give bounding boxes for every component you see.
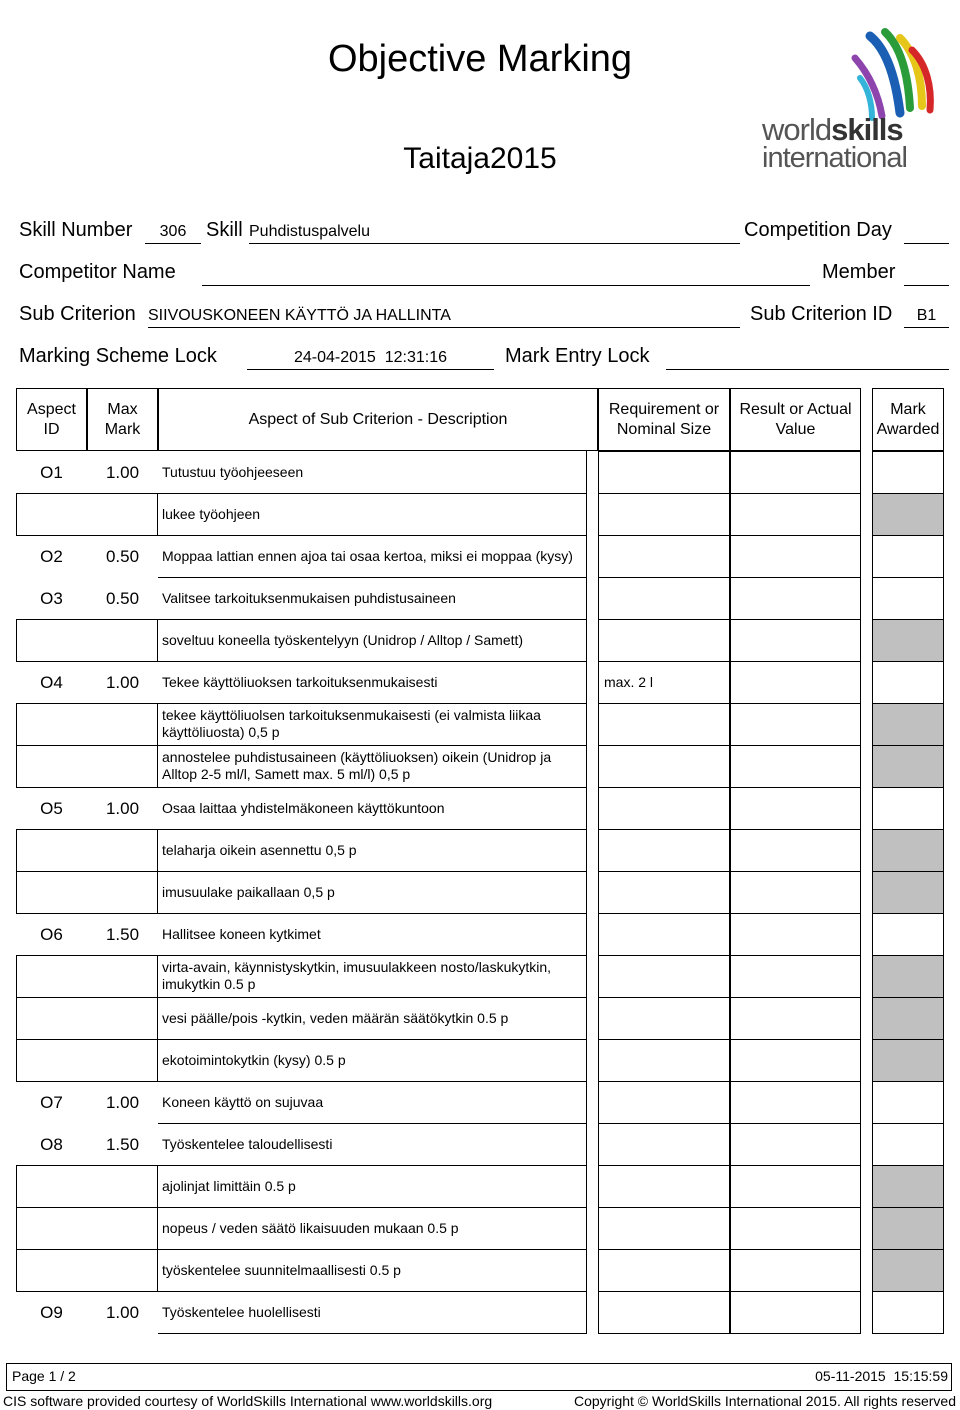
- mark-awarded-cell[interactable]: [872, 787, 944, 830]
- result-cell[interactable]: [730, 535, 861, 578]
- requirement-cell: [598, 1207, 730, 1250]
- description-cell: tekee käyttöliuolsen tarkoituksenmukaisesti (ei valmista liikaa käyttöliuosta) 0,5 p: [158, 703, 587, 746]
- requirement-cell: [598, 619, 730, 662]
- result-cell[interactable]: [730, 829, 861, 872]
- max-mark-cell: 0.50: [105, 546, 140, 566]
- result-cell[interactable]: [730, 661, 861, 704]
- sub-criterion-id-label: Sub Criterion ID: [750, 303, 893, 325]
- description-cell: Moppaa lattian ennen ajoa tai osaa kertoa, miksi ei moppaa (kysy): [158, 535, 587, 578]
- requirement-cell: [598, 829, 730, 872]
- header-description: Aspect of Sub Criterion - Description: [158, 388, 598, 451]
- result-cell[interactable]: [730, 1291, 861, 1334]
- result-cell[interactable]: [730, 577, 861, 620]
- requirement-cell: [598, 1291, 730, 1334]
- aspect-id-cell: O2: [40, 546, 63, 566]
- result-cell[interactable]: [730, 1249, 861, 1292]
- mark-entry-lock-value: [666, 349, 949, 370]
- logo-world-text: world: [762, 112, 832, 147]
- indent-cell: [16, 1039, 158, 1082]
- requirement-cell: [598, 535, 730, 578]
- indent-cell: [16, 871, 158, 914]
- result-cell[interactable]: [730, 1207, 861, 1250]
- sub-criterion-id-value: B1: [904, 307, 949, 328]
- skill-label: Skill: [206, 219, 243, 241]
- result-cell[interactable]: [730, 997, 861, 1040]
- max-mark-cell: 1.00: [105, 672, 140, 692]
- result-cell[interactable]: [730, 1039, 861, 1082]
- mark-awarded-cell: [872, 955, 944, 998]
- mark-awarded-cell[interactable]: [872, 913, 944, 956]
- description-cell: Osaa laittaa yhdistelmäkoneen käyttökuntoon: [158, 787, 587, 830]
- description-cell: lukee työohjeen: [158, 493, 587, 536]
- description-cell: nopeus / veden säätö likaisuuden mukaan 0.5 p: [158, 1207, 587, 1250]
- result-cell[interactable]: [730, 493, 861, 536]
- competition-day-label: Competition Day: [744, 219, 892, 241]
- requirement-cell: [598, 577, 730, 620]
- requirement-cell: [598, 703, 730, 746]
- result-cell[interactable]: [730, 913, 861, 956]
- mark-awarded-cell: [872, 493, 944, 536]
- mark-awarded-cell: [872, 1039, 944, 1082]
- description-cell: soveltuu koneella työskentelyyn (Unidrop / Alltop / Samett): [158, 619, 587, 662]
- mark-awarded-cell: [872, 1249, 944, 1292]
- marking-scheme-lock-label: Marking Scheme Lock: [19, 345, 217, 367]
- requirement-cell: [598, 997, 730, 1040]
- indent-cell: [16, 955, 158, 998]
- max-mark-cell: 1.00: [105, 1092, 140, 1112]
- result-cell[interactable]: [730, 955, 861, 998]
- mark-awarded-cell[interactable]: [872, 451, 944, 494]
- requirement-cell: [598, 745, 730, 788]
- requirement-cell: [598, 1123, 730, 1166]
- aspect-id-cell: O6: [40, 924, 63, 944]
- result-cell[interactable]: [730, 619, 861, 662]
- aspect-id-cell: O1: [40, 462, 63, 482]
- description-cell: ekotoimintokytkin (kysy) 0.5 p: [158, 1039, 587, 1082]
- max-mark-cell: 1.00: [105, 462, 140, 482]
- indent-cell: [16, 1207, 158, 1250]
- description-cell: Työskentelee taloudellisesti: [158, 1123, 587, 1166]
- mark-awarded-cell[interactable]: [872, 1291, 944, 1334]
- description-cell: annostelee puhdistusaineen (käyttöliuoksen) oikein (Unidrop ja Alltop 2-5 ml/l, Samett max. 5 ml/l) 0,5 p: [158, 745, 587, 788]
- indent-cell: [16, 1249, 158, 1292]
- aspect-id-cell: O3: [40, 588, 63, 608]
- requirement-cell: [598, 493, 730, 536]
- mark-awarded-cell: [872, 619, 944, 662]
- indent-cell: [16, 703, 158, 746]
- max-mark-cell: 1.00: [105, 1302, 140, 1322]
- aspect-id-cell: O9: [40, 1302, 63, 1322]
- competitor-name-value: [202, 265, 810, 286]
- result-cell[interactable]: [730, 787, 861, 830]
- mark-entry-lock-label: Mark Entry Lock: [505, 345, 650, 367]
- requirement-cell: [598, 1039, 730, 1082]
- aspect-id-cell: O7: [40, 1092, 63, 1112]
- mark-awarded-cell: [872, 703, 944, 746]
- header-aspect-id: Aspect ID: [16, 388, 87, 451]
- description-cell: Työskentelee huolellisesti: [158, 1291, 587, 1334]
- header-requirement: Requirement or Nominal Size: [598, 388, 730, 451]
- description-cell: virta-avain, käynnistyskytkin, imusuulakkeen nosto/laskukytkin, imukytkin 0.5 p: [158, 955, 587, 998]
- description-cell: ajolinjat limittäin 0.5 p: [158, 1165, 587, 1208]
- member-value: [904, 265, 949, 286]
- result-cell[interactable]: [730, 703, 861, 746]
- mark-awarded-cell[interactable]: [872, 577, 944, 620]
- result-cell[interactable]: [730, 871, 861, 914]
- requirement-cell: [598, 955, 730, 998]
- requirement-cell: [598, 787, 730, 830]
- skill-number-value: 306: [145, 223, 201, 244]
- indent-cell: [16, 745, 158, 788]
- courtesy-text: CIS software provided courtesy of WorldSkills International www.worldskills.org: [3, 1393, 493, 1409]
- logo-international-text: international: [762, 142, 907, 174]
- competitor-name-label: Competitor Name: [19, 261, 176, 283]
- skill-value: Puhdistuspalvelu: [249, 223, 740, 244]
- requirement-cell: [598, 871, 730, 914]
- description-cell: työskentelee suunnitelmaallisesti 0.5 p: [158, 1249, 587, 1292]
- competition-day-value: [904, 223, 949, 244]
- indent-cell: [16, 997, 158, 1040]
- max-mark-cell: 1.50: [105, 1134, 140, 1154]
- aspect-id-cell: O5: [40, 798, 63, 818]
- sub-criterion-label: Sub Criterion: [19, 303, 136, 325]
- requirement-cell: [598, 1165, 730, 1208]
- footer-box: [6, 1363, 952, 1391]
- max-mark-cell: 1.00: [105, 798, 140, 818]
- indent-cell: [16, 1165, 158, 1208]
- requirement-cell: [598, 451, 730, 494]
- mark-awarded-cell[interactable]: [872, 535, 944, 578]
- result-cell[interactable]: [730, 1165, 861, 1208]
- description-cell: Tutustuu työohjeeseen: [158, 451, 587, 494]
- copyright-text: Copyright © WorldSkills International 2015. All rights reserved: [573, 1393, 956, 1409]
- aspect-id-cell: O8: [40, 1134, 63, 1154]
- header-max-mark: Max Mark: [87, 388, 158, 451]
- description-cell: Koneen käyttö on sujuvaa: [158, 1081, 587, 1124]
- result-cell[interactable]: [730, 745, 861, 788]
- description-cell: Tekee käyttöliuoksen tarkoituksenmukaisesti: [158, 661, 587, 704]
- description-cell: telaharja oikein asennettu 0,5 p: [158, 829, 587, 872]
- requirement-cell: [598, 1249, 730, 1292]
- max-mark-cell: 0.50: [105, 588, 140, 608]
- description-cell: Valitsee tarkoituksenmukaisen puhdistusaineen: [158, 577, 587, 620]
- mark-awarded-cell: [872, 871, 944, 914]
- page-subtitle: Taitaja2015: [403, 142, 557, 175]
- header-result: Result or Actual Value: [730, 388, 861, 451]
- result-cell[interactable]: [730, 451, 861, 494]
- description-cell: Hallitsee koneen kytkimet: [158, 913, 587, 956]
- aspect-id-cell: O4: [40, 672, 63, 692]
- mark-awarded-cell[interactable]: [872, 1081, 944, 1124]
- mark-awarded-cell[interactable]: [872, 1123, 944, 1166]
- page-number: Page 1 / 2: [12, 1368, 76, 1384]
- indent-cell: [16, 829, 158, 872]
- mark-awarded-cell[interactable]: [872, 661, 944, 704]
- print-timestamp: 05-11-2015 15:15:59: [815, 1368, 948, 1384]
- mark-awarded-cell: [872, 1165, 944, 1208]
- result-cell[interactable]: [730, 1081, 861, 1124]
- description-cell: vesi päälle/pois -kytkin, veden määrän säätökytkin 0.5 p: [158, 997, 587, 1040]
- result-cell[interactable]: [730, 1123, 861, 1166]
- mark-awarded-cell: [872, 1207, 944, 1250]
- indent-cell: [16, 493, 158, 536]
- requirement-cell: [598, 913, 730, 956]
- header-mark-awarded: Mark Awarded: [872, 388, 944, 451]
- worldskills-logo: [760, 28, 950, 178]
- sub-criterion-value: SIIVOUSKONEEN KÄYTTÖ JA HALLINTA: [148, 307, 740, 328]
- requirement-cell: max. 2 l: [598, 661, 730, 704]
- max-mark-cell: 1.50: [105, 924, 140, 944]
- description-cell: imusuulake paikallaan 0,5 p: [158, 871, 587, 914]
- logo-skills-text: skills: [831, 112, 903, 147]
- mark-awarded-cell: [872, 997, 944, 1040]
- skill-number-label: Skill Number: [19, 219, 133, 241]
- page-title: Objective Marking: [327, 38, 633, 80]
- mark-awarded-cell: [872, 829, 944, 872]
- indent-cell: [16, 619, 158, 662]
- marking-scheme-lock-value: 24-04-2015 12:31:16: [247, 349, 494, 370]
- member-label: Member: [822, 261, 896, 283]
- mark-awarded-cell: [872, 745, 944, 788]
- requirement-cell: [598, 1081, 730, 1124]
